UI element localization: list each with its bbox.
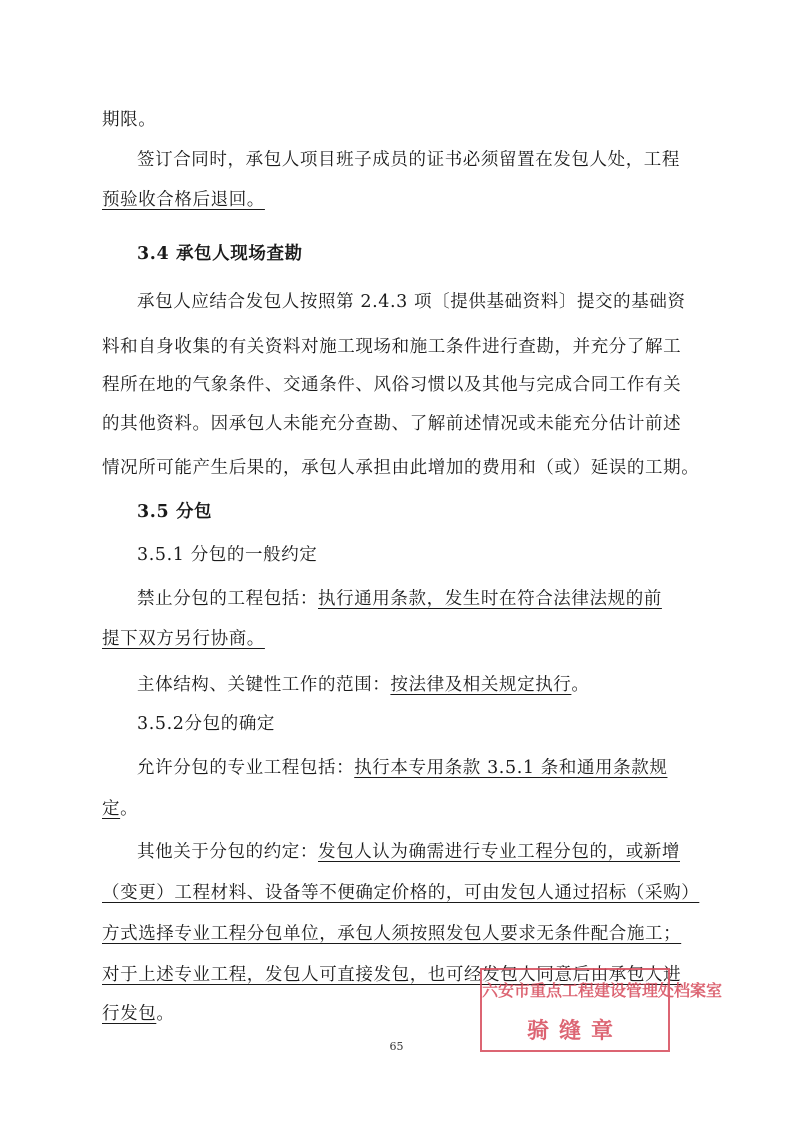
section-heading-3-5: 3.5 分包 <box>137 502 213 522</box>
text-line: 期限。 <box>102 110 157 130</box>
text-line: 料和自身收集的有关资料对施工现场和施工条件进行查勘，并充分了解工 <box>102 337 682 357</box>
text-line: 其他关于分包的约定：发包人认为确需进行专业工程分包的，或新增 <box>137 842 680 862</box>
text-line: 对于上述专业工程，发包人可直接发包，也可经发包人同意后由承包人进 <box>102 965 682 985</box>
page-number: 65 <box>389 1040 404 1053</box>
text-line: 承包人应结合发包人按照第 2.4.3 项〔提供基础资料〕提交的基础资 <box>137 292 686 312</box>
text-line: 禁止分包的工程包括：执行通用条款，发生时在符合法律法规的前 <box>137 589 662 609</box>
text-line: 行发包。 <box>102 1004 175 1024</box>
text-line: 定。 <box>102 799 139 819</box>
subsection-heading-3-5-1: 3.5.1 分包的一般约定 <box>137 545 318 565</box>
text-line: 方式选择专业工程分包单位，承包人须按照发包人要求无条件配合施工； <box>102 924 682 944</box>
seal-top-text: 六安市重点工程建设管理处档案室 <box>482 981 723 1000</box>
subsection-heading-3-5-2: 3.5.2分包的确定 <box>137 714 276 734</box>
text-line: 情况所可能产生后果的，承包人承担由此增加的费用和（或）延误的工期。 <box>102 458 700 478</box>
text-line: 程所在地的气象条件、交通条件、风俗习惯以及其他与完成合同工作有关 <box>102 375 682 395</box>
text-line: 提下双方另行协商。 <box>102 629 265 649</box>
section-heading-3-4: 3.4 承包人现场查勘 <box>137 244 303 264</box>
text-line: 预验收合格后退回。 <box>102 190 265 210</box>
text-line: 的其他资料。因承包人未能充分查勘、了解前述情况或未能充分估计前述 <box>102 414 682 434</box>
text-line: 允许分包的专业工程包括：执行本专用条款 3.5.1 条和通用条款规 <box>137 758 668 778</box>
seal-stamp <box>480 968 723 1052</box>
text-line: 签订合同时，承包人项目班子成员的证书必须留置在发包人处，工程 <box>137 150 680 170</box>
text-line: （变更）工程材料、设备等不便确定价格的，可由发包人通过招标（采购） <box>102 883 700 903</box>
seal-bottom-text: 骑缝章 <box>526 1018 623 1044</box>
text-line: 主体结构、关键性工作的范围：按法律及相关规定执行。 <box>137 675 590 695</box>
